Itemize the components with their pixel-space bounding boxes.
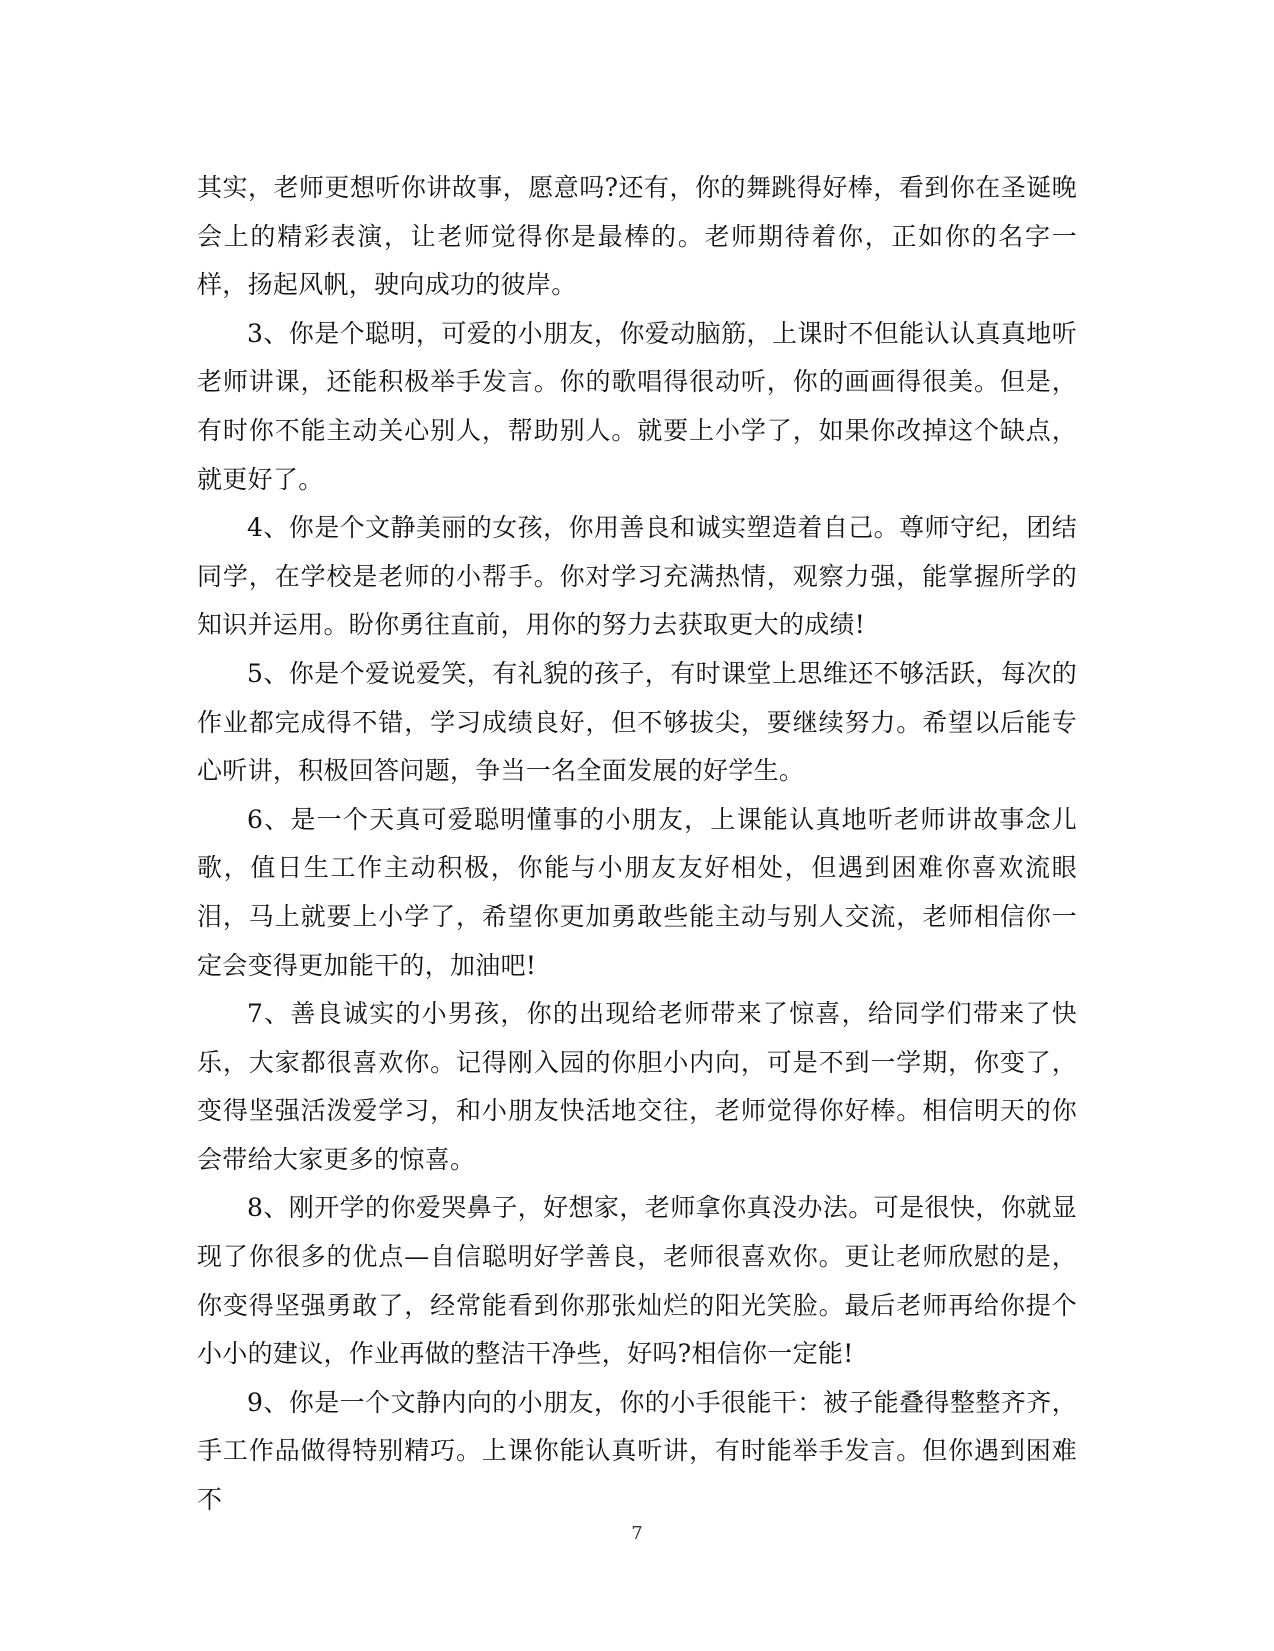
document-body bbox=[197, 164, 1077, 1525]
paragraph-comment-7: 7、善良诚实的小男孩，你的出现给老师带来了惊喜，给同学们带来了快乐，大家都很喜欢你。记得刚入园的你胆小内向，可是不到一学期，你变了，变得坚强活泼爱学习，和小朋友快活地交往，老师觉得你好棒。相信明天的你会带给大家更多的惊喜。 bbox=[197, 999, 1077, 1174]
page-number: 7 bbox=[631, 1523, 643, 1544]
paragraph-comment-3: 3、你是个聪明，可爱的小朋友，你爱动脑筋，上课时不但能认认真真地听老师讲课，还能积极举手发言。你的歌唱得很动听，你的画画得很美。但是，有时你不能主动关心别人，帮助别人。就要上小学了，如果你改掉这个缺点，就更好了。 bbox=[197, 318, 1077, 494]
paragraph-comment-9: 9、你是一个文静内向的小朋友，你的小手很能干：被子能叠得整整齐齐，手工作品做得特别精巧。上课你能认真听讲，有时能举手发言。但你遇到困难不 bbox=[197, 1387, 1077, 1515]
paragraph-comment-4: 4、你是个文静美丽的女孩，你用善良和诚实塑造着自己。尊师守纪，团结同学，在学校是老师的小帮手。你对学习充满热情，观察力强，能掌握所学的知识并运用。盼你勇往直前，用你的努力去获取更大的成绩! bbox=[197, 513, 1077, 640]
paragraph-continued: 其实，老师更想听你讲故事，愿意吗?还有，你的舞跳得好棒，看到你在圣诞晚会上的精彩表演，让老师觉得你是最棒的。老师期待着你，正如你的名字一样，扬起风帆，驶向成功的彼岸。 bbox=[197, 173, 1077, 300]
paragraph-comment-8: 8、刚开学的你爱哭鼻子，好想家，老师拿你真没办法。可是很快，你就显现了你很多的优点—自信聪明好学善良，老师很喜欢你。更让老师欣慰的是，你变得坚强勇敢了，经常能看到你那张灿烂的阳光笑脸。最后老师再给你提个小小的建议，作业再做的整洁干净些，好吗?相信你一定能! bbox=[197, 1193, 1077, 1369]
paragraph-comment-5: 5、你是个爱说爱笑，有礼貌的孩子，有时课堂上思维还不够活跃，每次的作业都完成得不错，学习成绩良好，但不够拔尖，要继续努力。希望以后能专心听讲，积极回答问题，争当一名全面发展的好学生。 bbox=[197, 658, 1077, 786]
paragraph-comment-6: 6、是一个天真可爱聪明懂事的小朋友，上课能认真地听老师讲故事念儿歌，值日生工作主动积极，你能与小朋友友好相处，但遇到困难你喜欢流眼泪，马上就要上小学了，希望你更加勇敢些能主动与别人交流，老师相信你一定会变得更加能干的，加油吧! bbox=[197, 804, 1077, 980]
